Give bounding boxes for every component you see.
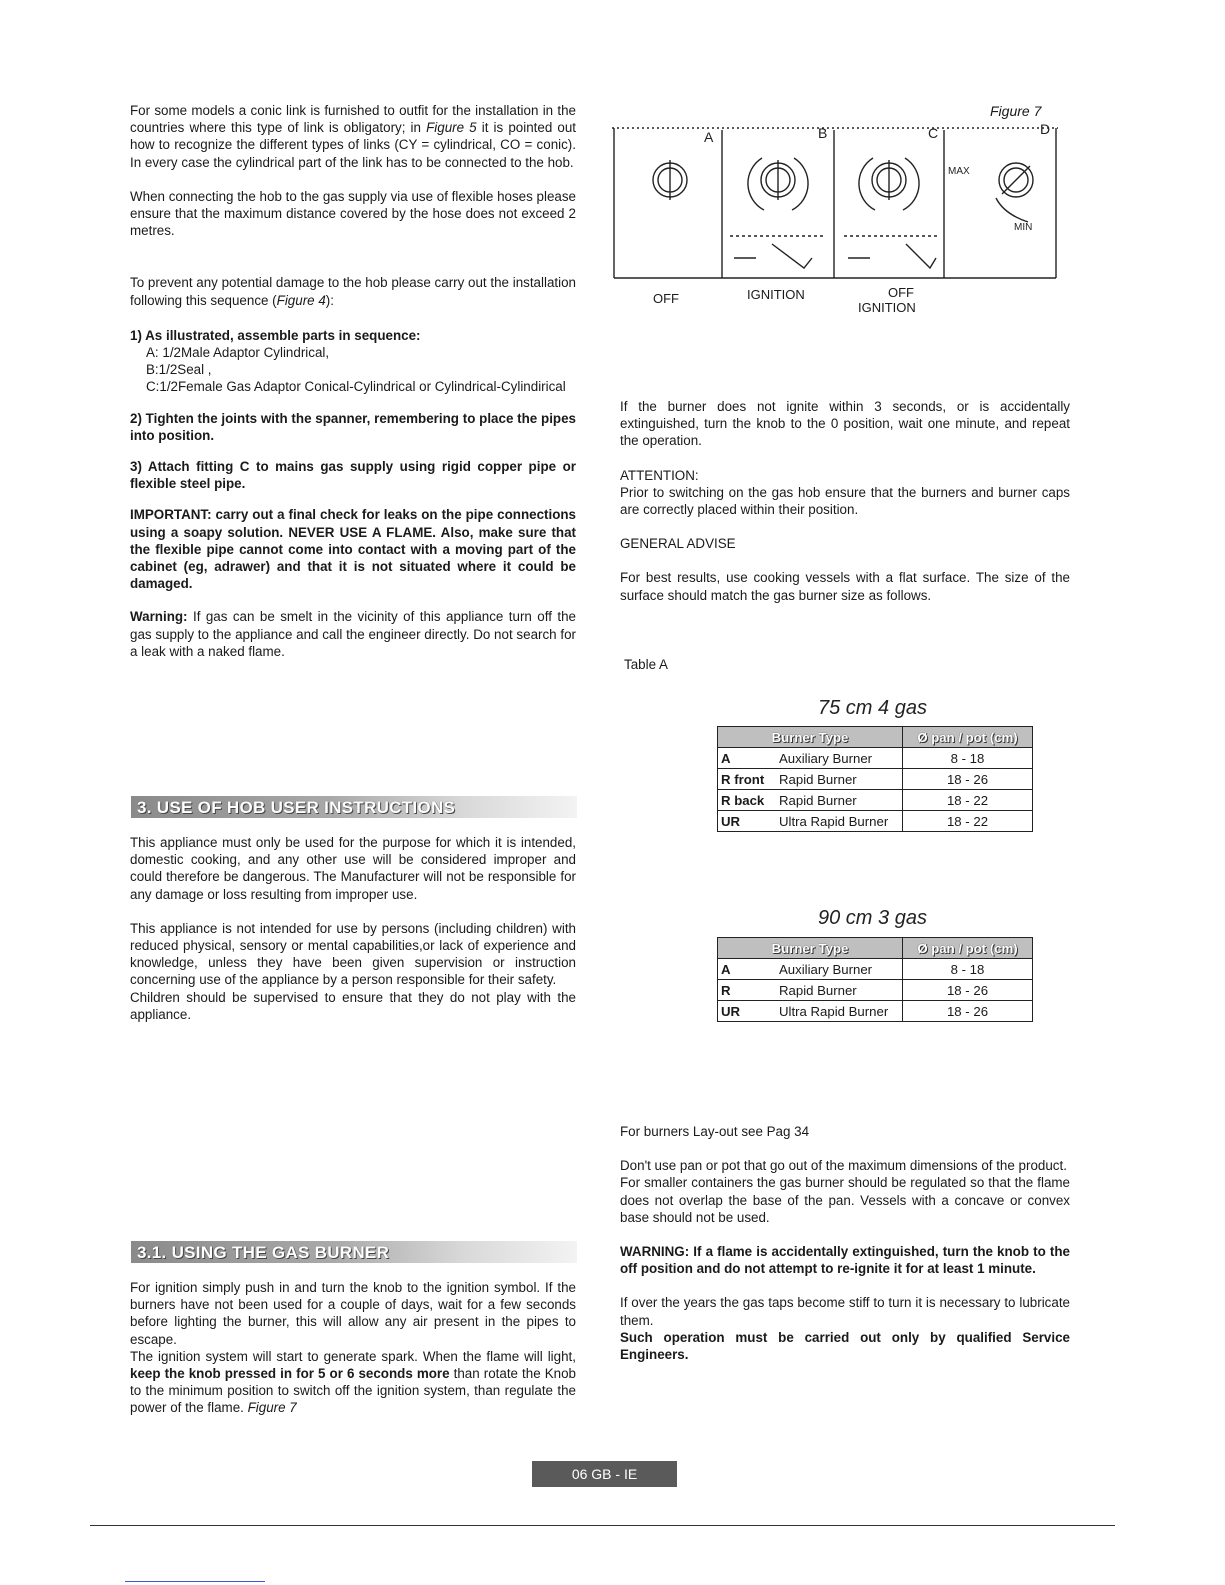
hand-icon-c [848, 244, 936, 268]
burner-name: Rapid Burner [776, 769, 903, 790]
table-row [718, 769, 1033, 790]
table-row [718, 1001, 1033, 1022]
figure-max: MAX [948, 166, 970, 177]
para-conic-link: For some models a conic link is furnished to outfit for the installation in the countries where this type of link is obligatory; in Figure 5 it is pointed out how to recognize the different types of links (CY = cylindrical, CO = conic). In every case the cylindrical part of the link has to be connected to the hob. [130, 103, 576, 170]
para-persons: This appliance is not intended for use by persons (including children) with reduced physical, sensory or mental capabilities,or lack of experience and knowledge, unless they have been given supervision or instruction concerning use of the appliance by a person responsible for their safety. [130, 920, 576, 988]
pan-size: 18 - 22 [903, 811, 1033, 832]
general-advise: GENERAL ADVISE [620, 536, 736, 552]
step-1-b: B:1/2Seal , [146, 362, 212, 378]
figure-label-ignition: IGNITION [747, 287, 805, 302]
pan-size: 18 - 26 [903, 1001, 1033, 1022]
knob-d-arrow [996, 198, 1028, 222]
burner-name: Ultra Rapid Burner [776, 1001, 903, 1022]
step-1-c: C:1/2Female Gas Adaptor Conical-Cylindrical or Cylindrical-Cylindirical [146, 379, 566, 395]
figure-label-ignition-2: IGNITION [858, 300, 916, 315]
figure-letter-b: B [818, 125, 828, 141]
burner-table-75cm [717, 726, 1033, 832]
figure-min: MIN [1014, 222, 1033, 233]
burner-table-90cm [717, 937, 1033, 1022]
burner-code: UR [718, 1001, 777, 1022]
figure-label-off: OFF [653, 291, 679, 306]
pan-size: 18 - 26 [903, 769, 1033, 790]
pan-size: 8 - 18 [903, 959, 1033, 980]
figure-7-knobs [612, 118, 1062, 283]
hand-icon-b [734, 244, 812, 268]
table-1-title: 75 cm 4 gas [818, 697, 927, 719]
para-best-results: For best results, use cooking vessels with a flat surface. The size of the surface should match the gas burner size as follows. [620, 570, 1070, 603]
step-1-a: A: 1/2Male Adaptor Cylindrical, [146, 345, 330, 361]
table-row [718, 748, 1033, 769]
pan-size: 18 - 22 [903, 790, 1033, 811]
figure-caption: Figure 7 [990, 103, 1042, 119]
table-a-label: Table A [624, 656, 668, 672]
header-burner-type: Burner Type [718, 938, 903, 959]
para-burner-not-ignite: If the burner does not ignite within 3 seconds, or is accidentally extinguished, turn the knob to the 0 position, wait one minute, and repeat the operation. [620, 399, 1070, 449]
warning-note: Warning: If gas can be smelt in the vicinity of this appliance turn off the gas supply to the appliance and call the engineer directly. Do not search for a leak with a naked flame. [130, 609, 576, 659]
important-note: IMPORTANT: carry out a final check for leaks on the pipe connections using a soapy solution. NEVER USE A FLAME. Also, make sure that the flexible pipe cannot come into contact with a moving part of the cabinet (eg, adrawer) and that it is not situated where it could be damaged. [130, 507, 576, 592]
para-installation-sequence: To prevent any potential damage to the hob please carry out the installation following this sequence (Figure 4): [130, 275, 576, 308]
burner-code: A [718, 959, 777, 980]
section-header-gas-burner: 3.1. USING THE GAS BURNER [131, 1241, 577, 1263]
para-smaller-containers: For smaller containers the gas burner should be regulated so that the flame does not overlap the base of the pan. Vessels with a concave or convex base should not be used. [620, 1175, 1070, 1225]
burner-code: R front [718, 769, 777, 790]
table-row [718, 959, 1033, 980]
table-header-row [718, 938, 1033, 959]
attention-label: ATTENTION: [620, 467, 699, 483]
figure-letter-c: C [928, 125, 939, 141]
step-2: 2) Tighten the joints with the spanner, remembering to place the pipes into position. [130, 410, 576, 443]
burner-code: A [718, 748, 777, 769]
header-pan-size: Ø pan / pot (cm) [903, 938, 1033, 959]
left-column-section31 [130, 1279, 576, 1417]
figure-letter-d: D [1040, 121, 1051, 137]
para-qualified-engineers: Such operation must be carried out only by qualified Service Engineers. [620, 1329, 1070, 1363]
para-max-dimensions: Don't use pan or pot that go out of the maximum dimensions of the product. [620, 1158, 1067, 1174]
burner-name: Rapid Burner [776, 790, 903, 811]
burner-code: R [718, 980, 777, 1001]
footer-rule [90, 1525, 1115, 1526]
right-column [620, 398, 1070, 673]
footer-link-underline [125, 1581, 265, 1582]
page-number-badge: 06 GB - IE [532, 1461, 677, 1487]
para-ignition: For ignition simply push in and turn the knob to the ignition symbol. If the burners have not been used for a couple of days, wait for a few seconds before lighting the burner, this will allow any air present in the pipes to escape. [130, 1280, 576, 1347]
table-2-title: 90 cm 3 gas [818, 907, 927, 929]
table-row [718, 790, 1033, 811]
para-layout: For burners Lay-out see Pag 34 [620, 1124, 810, 1139]
pan-size: 18 - 26 [903, 980, 1033, 1001]
section-header-use-of-hob: 3. USE OF HOB USER INSTRUCTIONS [131, 796, 577, 818]
burner-name: Auxiliary Burner [776, 959, 903, 980]
table-row [718, 980, 1033, 1001]
attention-text: Prior to switching on the gas hob ensure that the burners and burner caps are correctly placed within their position. [620, 484, 1070, 518]
step-1-title: 1) As illustrated, assemble parts in sequence: [130, 327, 421, 343]
table-row [718, 811, 1033, 832]
figure-label-off-2: OFF [888, 285, 914, 300]
header-burner-type: Burner Type [718, 727, 903, 748]
burner-name: Ultra Rapid Burner [776, 811, 903, 832]
burner-code: R back [718, 790, 777, 811]
para-ignition-system: The ignition system will start to generate spark. When the flame will light, keep the knob pressed in for 5 or 6 seconds more than rotate the Knob to the minimum position to switch off the ignition system, than regulate the power of the flame. Figure 7 [130, 1348, 576, 1416]
pan-size: 8 - 18 [903, 748, 1033, 769]
warning-flame: WARNING: If a flame is accidentally extinguished, turn the knob to the off position and do not attempt to re-ignite it for at least 1 minute. [620, 1244, 1070, 1277]
burner-name: Auxiliary Burner [776, 748, 903, 769]
para-children: Children should be supervised to ensure that they do not play with the appliance. [130, 989, 576, 1022]
figure-letter-a: A [704, 129, 714, 145]
knob-d-pointer [1002, 166, 1030, 194]
step-3: 3) Attach fitting C to mains gas supply using rigid copper pipe or flexible steel pipe. [130, 459, 576, 492]
table-header-row [718, 727, 1033, 748]
para-stiff-taps: If over the years the gas taps become stiff to turn it is necessary to lubricate them. [620, 1295, 1070, 1328]
burner-code: UR [718, 811, 777, 832]
right-column-bottom [620, 1123, 1070, 1363]
header-pan-size: Ø pan / pot (cm) [903, 727, 1033, 748]
burner-name: Rapid Burner [776, 980, 903, 1001]
para-intended-use: This appliance must only be used for the purpose for which it is intended, domestic cooking, and any other use will be considered improper and could therefore be dangerous. The Manufacturer will not be responsible for any damage or loss resulting from improper use. [130, 835, 576, 902]
para-flexible-hoses: When connecting the hob to the gas supply via use of flexible hoses please ensure that the maximum distance covered by the hose does not exceed 2 metres. [130, 188, 576, 239]
left-column [130, 102, 576, 660]
left-column-section3 [130, 834, 576, 1023]
